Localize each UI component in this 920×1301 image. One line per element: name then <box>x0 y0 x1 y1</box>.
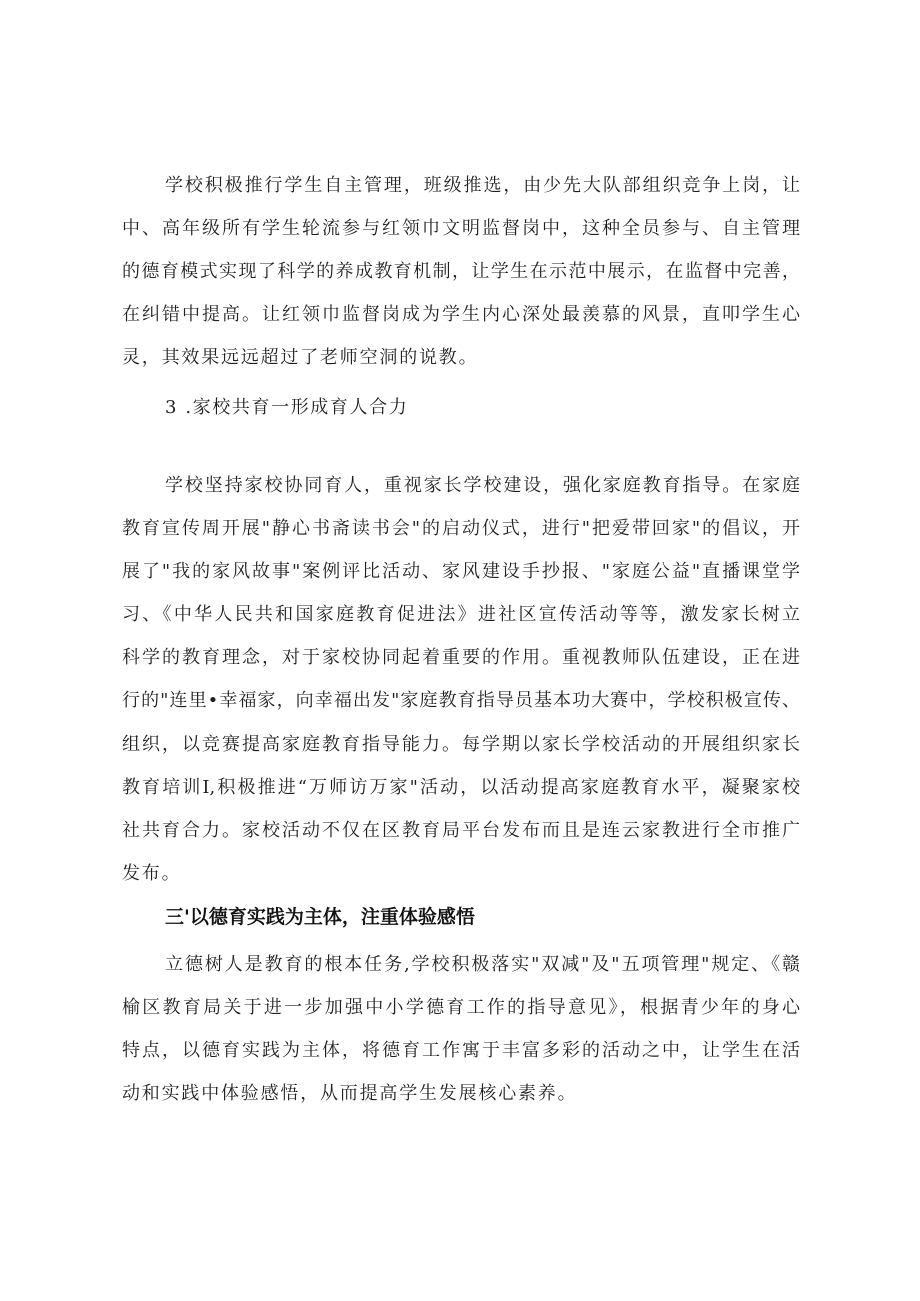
paragraph-line: 组织，以竞赛提高家庭教育指导能力。每学期以家长学校活动的开展组织家长 <box>122 734 800 755</box>
paragraph-line: 行的"连里•幸福家，向幸福出发"家庭教育指导员基本功大赛中，学校积极宣传、 <box>122 690 800 711</box>
paragraph-line: 展了"我的家风故事"案例评比活动、家风建设手抄报、"家庭公益"直播课堂学 <box>122 561 800 582</box>
paragraph-line: 教育宣传周开展"静心书斋读书会"的启动仪式，进行"把爱带回家"的倡议，开 <box>122 518 800 539</box>
paragraph-line: 立德树人是教育的根本任务,学校积极落实"双减"及"五项管理"规定、《赣 <box>165 954 800 975</box>
paragraph-line: 发布。 <box>122 863 182 884</box>
section-heading-moral-practice: 三'以德育实践为主体，注重体验感悟 <box>165 906 475 928</box>
paragraph-line: 在纠错中提高。让红领巾监督岗成为学生内心深处最羡慕的风景，直叩学生心 <box>122 304 800 325</box>
paragraph-line: 榆区教育局关于进一步加强中小学德育工作的指导意见》，根据青少年的身心 <box>122 997 800 1018</box>
paragraph-line: 学校坚持家校协同育人，重视家长学校建设，强化家庭教育指导。在家庭 <box>165 475 800 496</box>
paragraph-line: 动和实践中体验感悟，从而提高学生发展核心素养。 <box>122 1083 578 1104</box>
paragraph-line: 教育培训I,积极推进“万师访万家"活动，以活动提高家庭教育水平，凝聚家校 <box>122 777 800 798</box>
paragraph-line: 习、《中华人民共和国家庭教育促进法》进社区宣传活动等等，激发家长树立 <box>122 604 800 625</box>
subheading-home-school-coeducation: 3 .家校共育一形成育人合力 <box>165 397 409 418</box>
paragraph-line: 中、高年级所有学生轮流参与红领巾文明监督岗中，这种全员参与、自主管理 <box>122 218 800 239</box>
paragraph-line: 社共育合力。家校活动不仅在区教育局平台发布而且是连云家教进行全市推广 <box>122 820 800 841</box>
paragraph-line: 科学的教育理念，对于家校协同起着重要的作用。重视教师队伍建设，正在进 <box>122 647 800 668</box>
paragraph-line: 特点，以德育实践为主体，将德育工作寓于丰富多彩的活动之中，让学生在活 <box>122 1040 800 1061</box>
paragraph-line: 学校积极推行学生自主管理，班级推选，由少先大队部组织竞争上岗，让 <box>165 175 800 196</box>
paragraph-line: 灵，其效果远远超过了老师空洞的说教。 <box>122 347 479 368</box>
paragraph-line: 的德育模式实现了科学的养成教育机制，让学生在示范中展示，在监督中完善， <box>122 261 800 282</box>
